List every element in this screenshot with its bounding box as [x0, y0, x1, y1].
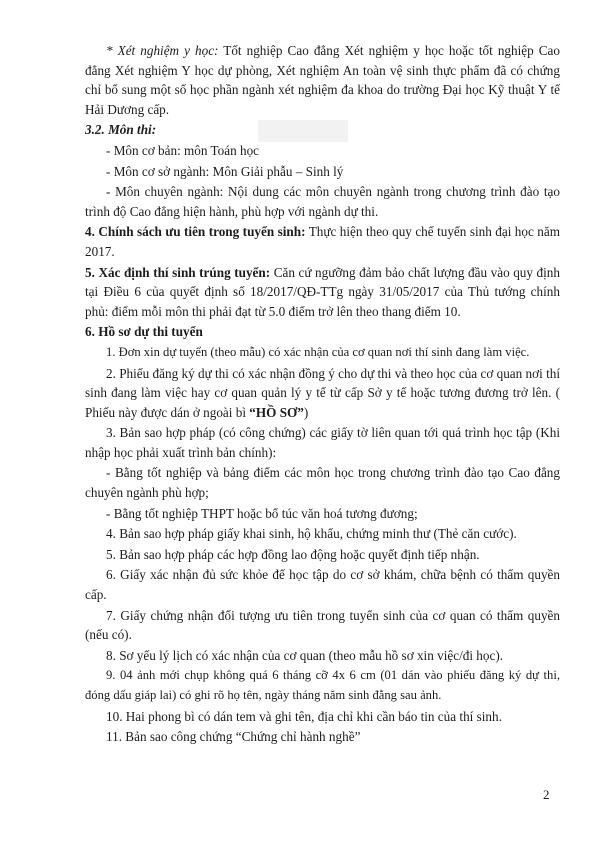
- document-body: [85, 41, 560, 748]
- paragraph-text: Thực hiện theo quy chế tuyển sinh đại học năm 2017.: [85, 224, 560, 259]
- paragraph-label: * Xét nghiệm y học:: [106, 43, 219, 58]
- list-item: - Môn cơ sở ngành: Môn Giải phẫu – Sinh lý: [106, 163, 344, 179]
- section-heading-mon-thi: 3.2. Môn thi:: [85, 122, 157, 138]
- list-item: 9. 04 ảnh mới chụp không quá 6 tháng cỡ 4x 6 cm (01 dán vào phiếu đăng ký dự thi, đóng dấu giáp lai) có ghi rõ họ tên, ngày tháng năm sinh đằng sau ảnh.: [85, 668, 560, 702]
- list-item: - Môn cơ bản: môn Toán học: [106, 142, 260, 158]
- list-item: 5. Bản sao hợp pháp các hợp đồng lao động hoặc quyết định tiếp nhận.: [106, 546, 480, 562]
- list-item-text: 2. Phiếu đăng ký dự thi có xác nhận đồng ý cho dự thi và theo học của cơ quan nơi thí sinh đang làm việc hay cơ quan quản lý y tế từ cấp Sở y tế hoặc tương đương trở lên. ( Phiếu này được dán ở ngoài bì: [85, 365, 560, 420]
- paragraph-xac-dinh: [85, 263, 560, 322]
- list-item: [85, 364, 560, 423]
- list-item: 10. Hai phong bì có dán tem và ghi tên, địa chỉ khi cần báo tin của thí sinh.: [106, 708, 502, 724]
- list-item: 3. Bản sao hợp pháp (có công chứng) các giấy tờ liên quan tới quá trình học tập (Khi nhập học phải xuất trình bản chính):: [85, 425, 560, 460]
- paragraph-text: Căn cứ ngưỡng đảm bảo chất lượng đầu vào quy định tại Điều 6 của quyết định số 18/2017/QĐ-TTg ngày 31/05/2017 của Thủ tướng chính phủ: điểm mỗi môn thi phải đạt từ 5.0 điểm trở lên theo thang điểm 10.: [85, 264, 560, 319]
- paragraph-label: 4. Chính sách ưu tiên trong tuyển sinh:: [85, 224, 306, 240]
- page-number: 2: [543, 787, 550, 802]
- list-item: - Môn chuyên ngành: Nội dung các môn chuyên ngành trong chương trình đào tạo trình độ Cao đẳng hiện hành, phù hợp với ngành dự thi.: [85, 184, 560, 219]
- paragraph-label: 5. Xác định thí sinh trúng tuyển:: [85, 264, 271, 280]
- paragraph-text: Tốt nghiệp Cao đẳng Xét nghiệm y học hoặc tốt nghiệp Cao đẳng Xét nghiệm Y học dự phòng, Xét nghiệm An toàn vệ sinh thực phẩm đã có chứng chỉ bổ sung một số học phần ngành xét nghiệm đa khoa do trường Đại học Kỹ thuật Y tế Hải Dương cấp.: [85, 43, 560, 117]
- paragraph-chinh-sach: [85, 222, 560, 261]
- list-item: 6. Giấy xác nhận đủ sức khỏe để học tập do cơ sở khám, chữa bệnh có thẩm quyền cấp.: [85, 567, 560, 603]
- list-item: - Bằng tốt nghiệp THPT hoặc bổ túc văn hoá tương đương;: [106, 505, 418, 521]
- section-heading-ho-so: 6. Hồ sơ dự thi tuyển: [85, 324, 203, 340]
- list-item: 8. Sơ yếu lý lịch có xác nhận của cơ quan (theo mẫu hồ sơ xin việc/đi học).: [106, 647, 504, 663]
- list-item: 1. Đơn xin dự tuyển (theo mẫu) có xác nhận của cơ quan nơi thí sinh đang làm việc.: [106, 344, 530, 359]
- list-item: 11. Bản sao công chứng “Chứng chỉ hành nghề”: [106, 729, 361, 745]
- list-item-emphasis: “HỒ SƠ”: [249, 404, 304, 420]
- paragraph-xet-nghiem: [85, 41, 560, 119]
- list-item: 4. Bản sao hợp pháp giấy khai sinh, hộ khẩu, chứng minh thư (Thẻ căn cước).: [106, 526, 517, 542]
- list-item: 7. Giấy chứng nhận đối tượng ưu tiên trong tuyển sinh của cơ quan có thẩm quyền (nếu có).: [85, 607, 560, 643]
- list-item: - Bằng tốt nghiệp và bảng điểm các môn học trong chương trình đào tạo Cao đẳng chuyên ngành phù hợp;: [85, 465, 560, 501]
- list-item-tail: ): [303, 404, 309, 420]
